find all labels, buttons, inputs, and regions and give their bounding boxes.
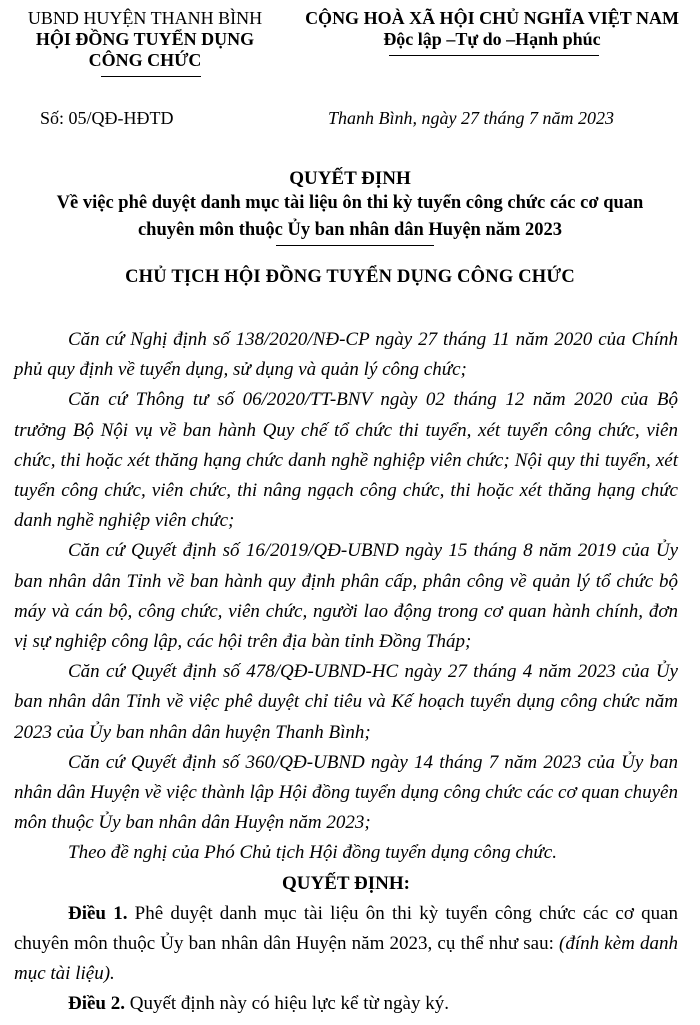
place-and-date: Thanh Bình, ngày 27 tháng 7 năm 2023 (328, 108, 614, 128)
legal-basis-1: Căn cứ Nghị định số 138/2020/NĐ-CP ngày 27 tháng 11 năm 2020 của Chính phủ quy định về tuyển dụng, sử dụng và quản lý công chức; (14, 329, 678, 381)
document-body (14, 325, 678, 1020)
org-underline (101, 76, 201, 77)
national-header (286, 8, 698, 50)
legal-basis-3: Căn cứ Quyết định số 16/2019/QĐ-UBND ngày 15 tháng 8 năm 2019 của Ủy ban nhân dân Tỉnh về ban hành quy định phân cấp, phân công về quản lý tổ chức bộ máy và cán bộ, công chức, viên chức, người lao động trong cơ quan hành chính, đơn vị sự nghiệp công lập, các hội trên địa bàn tỉnh Đồng Tháp; (14, 540, 678, 653)
legal-basis-2: Căn cứ Thông tư số 06/2020/TT-BNV ngày 02 tháng 12 năm 2020 của Bộ trưởng Bộ Nội vụ về ban hành Quy chế tổ chức thi tuyển, xét tuyển công chức, viên chức, thi hoặc xét thăng hạng chức danh nghề nghiệp viên chức; Nội quy thi tuyển, xét tuyển công chức, viên chức, thi nâng ngạch công chức, thi hoặc xét thăng hạng chức danh nghề nghiệp viên chức; (14, 389, 678, 532)
nation-line-2: Độc lập –Tự do –Hạnh phúc (383, 29, 601, 49)
document-number: Số: 05/QĐ-HĐTD (40, 108, 174, 128)
article-1-note: (đính kèm danh mục tài liệu). (14, 933, 678, 985)
decision-heading: QUYẾT ĐỊNH: (282, 872, 410, 894)
nation-line-1: CỘNG HOÀ XÃ HỘI CHỦ NGHĨA VIỆT NAM (305, 8, 679, 28)
article-2 (14, 989, 678, 1019)
legal-basis-5: Căn cứ Quyết định số 360/QĐ-UBND ngày 14 tháng 7 năm 2023 của Ủy ban nhân dân Huyện về việc thành lập Hội đồng tuyển dụng công chức các cơ quan chuyên môn thuộc Ủy ban nhân dân Huyện năm 2023; (14, 751, 678, 834)
article-2-label: Điều 2. (68, 993, 125, 1015)
org-line-2: HỘI ĐỒNG TUYỂN DỤNG (35, 29, 255, 49)
document-subtitle (0, 190, 700, 244)
article-1 (14, 899, 678, 990)
org-line-3: CÔNG CHỨC (88, 50, 202, 70)
legal-basis-4: Căn cứ Quyết định số 478/QĐ-UBND-HC ngày 27 tháng 4 năm 2023 của Ủy ban nhân dân Tỉnh về việc phê duyệt chỉ tiêu và Kế hoạch tuyển dụng công chức năm 2023 của Ủy ban nhân dân huyện Thanh Bình; (14, 661, 678, 743)
subtitle-underline (276, 245, 434, 246)
issuing-organization (12, 8, 278, 71)
subtitle-line-1: Về việc phê duyệt danh mục tài liệu ôn thi kỳ tuyển công chức các cơ quan (56, 193, 644, 213)
motto-underline (389, 55, 599, 56)
issuing-authority: CHỦ TỊCH HỘI ĐỒNG TUYỂN DỤNG CÔNG CHỨC (125, 267, 575, 287)
proposal-line: Theo đề nghị của Phó Chủ tịch Hội đồng tuyển dụng công chức. (68, 842, 557, 864)
article-1-text: Phê duyệt danh mục tài liệu ôn thi kỳ tuyển công chức các cơ quan chuyên môn thuộc Ủy ban nhân dân Huyện năm 2023, cụ thể như sau: (14, 902, 679, 955)
subtitle-line-2: chuyên môn thuộc Ủy ban nhân dân Huyện năm 2023 (137, 220, 563, 240)
article-1-label: Điều 1. (68, 902, 128, 924)
document-title: QUYẾT ĐỊNH (289, 168, 411, 189)
article-2-text: Quyết định này có hiệu lực kể từ ngày ký. (125, 993, 449, 1015)
org-line-1: UBND HUYỆN THANH BÌNH (27, 8, 263, 28)
